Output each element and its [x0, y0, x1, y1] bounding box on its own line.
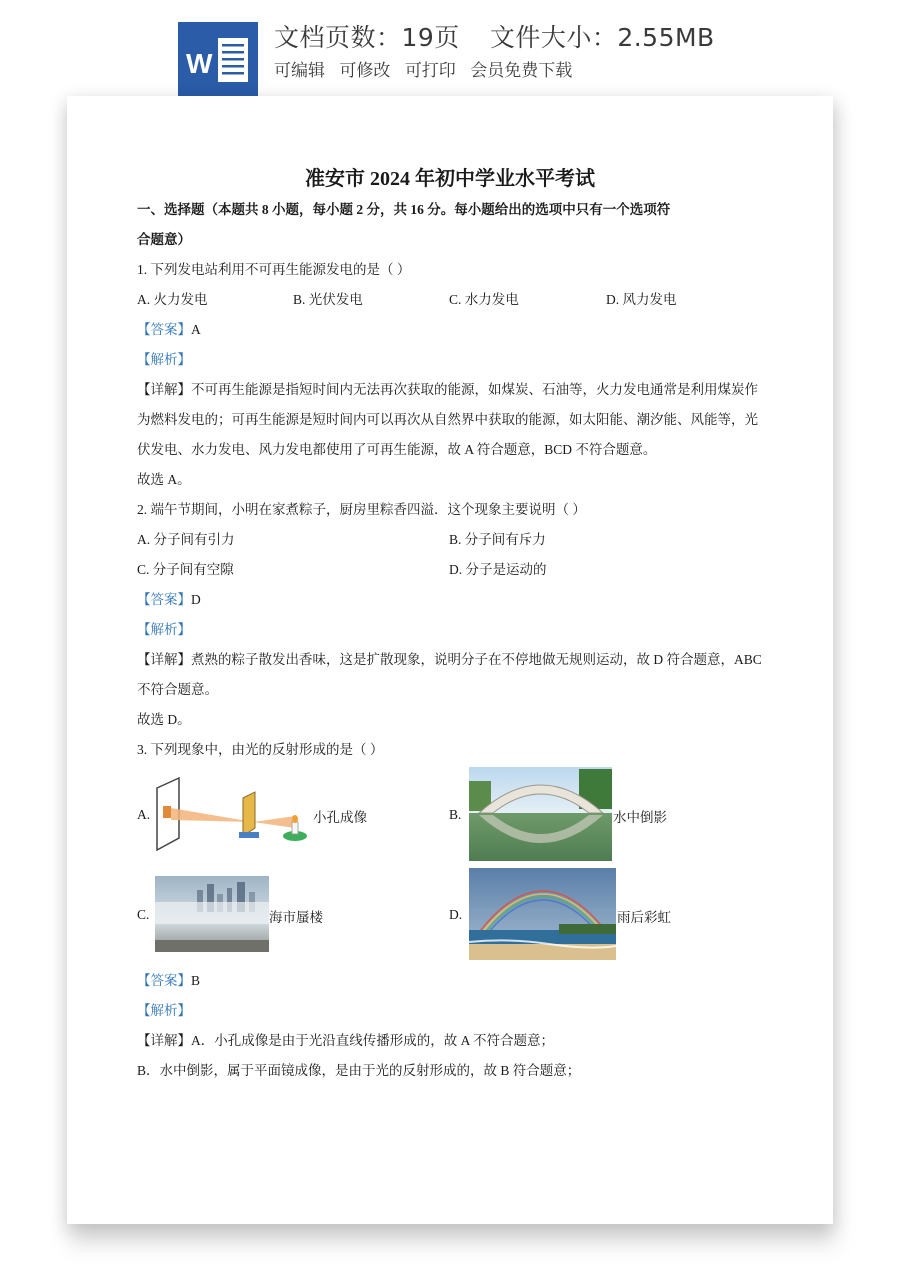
- q3-option-c-letter: C.: [137, 907, 150, 922]
- q1-detail-line2: 为燃料发电的；可再生能源是短时间内可以再次从自然界中获取的能源，如太阳能、潮汐能、风能等，光: [137, 412, 758, 427]
- feature-member-download: 会员免费下载: [470, 61, 573, 81]
- file-size: 文件大小：2.55MB: [489, 23, 715, 52]
- q2-option-c: C. 分子间有空隙: [137, 562, 234, 577]
- q3-option-d-letter: D.: [449, 907, 463, 922]
- word-icon-letter: W: [186, 48, 213, 79]
- q2-analysis-label: 【解析】: [137, 622, 191, 637]
- q2-answer-value: D: [191, 592, 201, 607]
- q1-option-a: A. 火力发电: [137, 292, 208, 307]
- q3-option-a-letter: A.: [137, 807, 151, 822]
- mirage-photo: [155, 876, 269, 952]
- section-heading-line2: 合题意）: [137, 232, 191, 247]
- page-count: 文档页数：19页: [274, 23, 460, 52]
- q2-detail-line2: 不符合题意。: [137, 682, 218, 697]
- q1-analysis-label: 【解析】: [137, 352, 191, 367]
- q3-caption-c: 海市蜃楼: [269, 910, 323, 925]
- q2-detail-line1: 【详解】煮熟的粽子散发出香味，这是扩散现象，说明分子在不停地做无规则运动，故 D 符合题意，ABC: [137, 652, 762, 667]
- q3-stem: 3. 下列现象中，由光的反射形成的是（ ）: [137, 742, 384, 757]
- q2-option-a: A. 分子间有引力: [137, 532, 235, 547]
- q1-option-b: B. 光伏发电: [293, 292, 363, 307]
- feature-editable: 可编辑: [274, 61, 325, 81]
- q2-stem: 2. 端午节期间，小明在家煮粽子，厨房里粽香四溢．这个现象主要说明（ ）: [137, 502, 586, 517]
- exam-title: 准安市 2024 年初中学业水平考试: [305, 168, 595, 190]
- q1-detail-line1: 【详解】不可再生能源是指短时间内无法再次获取的能源，如煤炭、石油等，火力发电通常是利用煤炭作: [137, 382, 758, 397]
- document-page: [67, 96, 833, 1224]
- answer-label: 【答案】: [137, 322, 191, 337]
- q3-answer-value: B: [191, 973, 201, 988]
- q1-conclusion: 故选 A。: [137, 472, 191, 487]
- q3-caption-a: 小孔成像: [313, 810, 367, 825]
- q3-caption-b: 水中倒影: [613, 810, 667, 825]
- pinhole-imaging-diagram: [155, 776, 315, 856]
- q2-conclusion: 故选 D。: [137, 712, 191, 727]
- q3-detail-line2: B．水中倒影，属于平面镜成像，是由于光的反射形成的，故 B 符合题意；: [137, 1063, 581, 1078]
- q1-option-c: C. 水力发电: [449, 292, 519, 307]
- word-document-icon: [178, 22, 258, 96]
- bridge-reflection-photo: [469, 767, 612, 861]
- q1-detail-line3: 伏发电、水力发电、风力发电都使用了可再生能源，故 A 符合题意，BCD 不符合题意。: [137, 442, 657, 457]
- detail-label: 【详解】: [137, 382, 191, 397]
- section-heading-line1: 一、选择题（本题共 8 小题，每小题 2 分，共 16 分。每小题给出的选项中只有一个选项符: [137, 202, 671, 217]
- feature-modifiable: 可修改: [339, 61, 391, 81]
- q1-option-d: D. 风力发电: [606, 292, 677, 307]
- document-info-header: [0, 0, 900, 96]
- feature-printable: 可打印: [404, 61, 456, 81]
- file-meta-line: [274, 18, 715, 54]
- q3-option-b-letter: B.: [449, 807, 462, 822]
- q1-answer: [137, 321, 201, 339]
- q2-option-b: B. 分子间有斥力: [449, 532, 546, 547]
- q3-analysis-label: 【解析】: [137, 1003, 191, 1018]
- q2-answer: 【答案】D: [137, 592, 201, 607]
- q3-detail-line1: 【详解】A．小孔成像是由于光沿直线传播形成的，故 A 不符合题意；: [137, 1033, 555, 1048]
- q3-caption-d: 雨后彩虹: [617, 910, 671, 925]
- q3-answer: 【答案】B: [137, 973, 201, 988]
- q1-stem: 1. 下列发电站利用不可再生能源发电的是（ ）: [137, 262, 411, 277]
- q2-option-d: D. 分子是运动的: [449, 562, 547, 577]
- feature-list: [274, 56, 581, 81]
- q1-answer-value: A: [191, 322, 201, 337]
- rainbow-photo: [469, 868, 616, 960]
